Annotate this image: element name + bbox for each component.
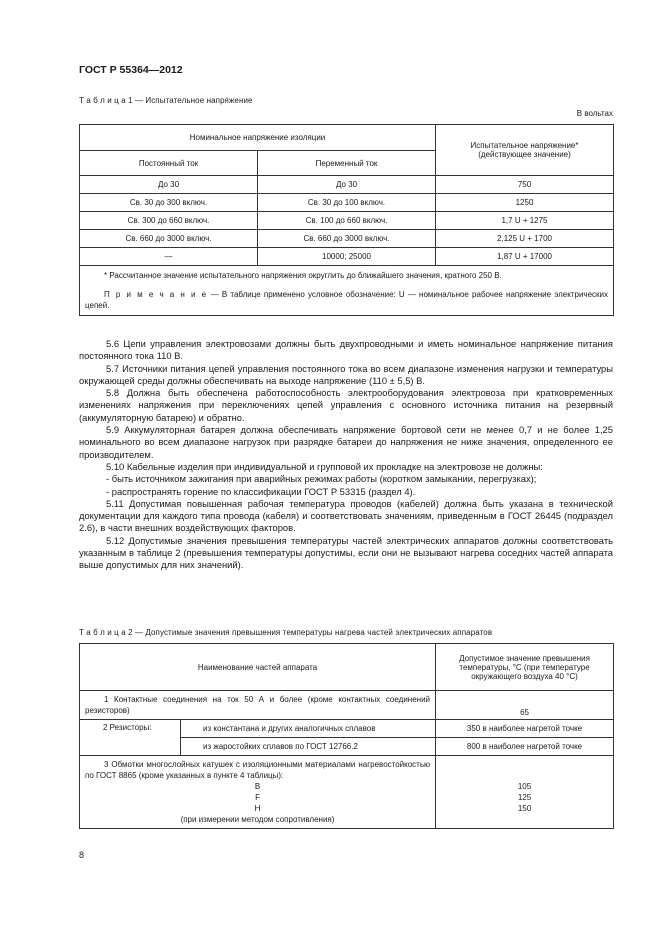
table-row <box>80 212 614 230</box>
table2-row3-values <box>436 756 614 829</box>
table2-header-value: Допустимое значение превышения температуры, °С (при температуре окружающего воздуха 40 °С) <box>436 644 614 691</box>
table1-cell-dc: Св. 660 до 3000 включ. <box>80 230 258 248</box>
paragraph-5-7: 5.7 Источники питания цепей управления постоянного тока во всем диапазоне изменения нагрузки и температуры окружающей среды должны обеспечивать на выходе напряжение (110 ± 5,5) В. <box>79 362 613 386</box>
table2 <box>79 643 614 829</box>
table1-note-label: П р и м е ч а н и е <box>104 290 208 299</box>
paragraph-5-12: 5.12 Допустимые значения превышения температуры частей электрических аппаратов должны соответствовать указанным в таблице 2 (превышения температуры допустимы, если они не вызывают нагрева соседних частей аппарата выше допустимых для них значений). <box>79 534 613 571</box>
table1-cell-ac: Св. 100 до 660 включ. <box>258 212 436 230</box>
table2-row3-value-b: 105 <box>517 782 532 791</box>
table1-cell-dc: До 30 <box>80 176 258 194</box>
paragraph-5-6: 5.6 Цепи управления электровозами должны быть двухпроводными и иметь номинальное напряжение питания постоянного тока 110 В. <box>79 338 613 362</box>
table1-footnote: * Рассчитанное значение испытательного напряжения округлить до ближайшего значения, кратного 250 В. <box>104 271 502 280</box>
table1 <box>79 124 614 316</box>
table2-row3-class-h: H <box>254 804 261 813</box>
table1-cell-ac: Св. 30 до 100 включ. <box>258 194 436 212</box>
table2-row1-name: 1 Контактные соединения на ток 50 А и более (кроме контактных соединений резисторов) <box>80 691 436 720</box>
table1-cell-dc: — <box>80 248 258 266</box>
table1-header-dc: Постоянный ток <box>80 151 258 176</box>
table1-cell-test: 750 <box>436 176 614 194</box>
table2-row3-class-b: B <box>254 782 261 791</box>
table2-row3-name-cell <box>80 756 436 829</box>
table2-row3-value-f: 125 <box>517 793 532 802</box>
page-number: 8 <box>79 850 85 860</box>
table2-row3-value-h: 150 <box>517 804 532 813</box>
table1-cell-ac: До 30 <box>258 176 436 194</box>
table1-caption-text: 1 — Испытательное напряжение <box>128 96 253 105</box>
table2-row3-class-f: F <box>255 793 260 802</box>
table1-cell-test: 1,87 U + 17000 <box>436 248 614 266</box>
table2-row2a-value: 350 в наиболее нагретой точке <box>436 720 614 738</box>
paragraph-5-9: 5.9 Аккумуляторная батарея должна обеспечивать напряжение бортовой сети не менее 0,7 и не более 1,25 номинального во всем диапазоне нагрузок при разрядке батареи до напряжения не ниже значения, определенного ее производителем. <box>79 424 613 460</box>
paragraph-5-10-item-b: - распространять горение по классификации ГОСТ Р 53315 (раздел 4). <box>106 485 416 497</box>
paragraph-5-10: 5.10 Кабельные изделия при индивидуальной и групповой их прокладке на электровозе не должны: <box>106 460 543 472</box>
table1-header-ac: Переменный ток <box>258 151 436 176</box>
table1-cell-ac: 10000; 25000 <box>258 248 436 266</box>
table2-row2a-sub: из константана и других аналогичных сплавов <box>181 720 436 738</box>
table1-caption <box>79 96 253 105</box>
standard-header: ГОСТ Р 55364—2012 <box>79 64 183 76</box>
table-row <box>80 756 614 829</box>
table-row <box>80 691 614 720</box>
table1-cell-ac: Св. 660 до 3000 включ. <box>258 230 436 248</box>
table1-cell-dc: Св. 30 до 300 включ. <box>80 194 258 212</box>
table1-note-text: — В таблице применено условное обозначение: U — номинальное рабочее напряжение электрических цепей. <box>85 290 609 310</box>
table-row <box>80 230 614 248</box>
table1-notes <box>80 266 614 316</box>
table2-header-name: Наименование частей аппарата <box>80 644 436 691</box>
paragraph-5-11: 5.11 Допустимая повышенная рабочая температура проводов (кабелей) должна быть указана в технической документации для каждого типа провода (кабеля) и соответствовать значениям, приведенным в ГОСТ 26445 (подраздел 2.6), в части внешних воздействующих факторов. <box>79 497 613 534</box>
table2-row1-value: 65 <box>436 691 614 720</box>
table2-row2b-value: 800 в наиболее нагретой точке <box>436 738 614 756</box>
table-row <box>80 194 614 212</box>
table2-row2b-sub: из жаростойких сплавов по ГОСТ 12766.2 <box>181 738 436 756</box>
table1-caption-prefix: Т а б л и ц а <box>79 96 126 105</box>
paragraph-5-8: 5.8 Должна быть обеспечена работоспособность электрооборудования электровоза при кратковременных изменениях напряжения при переключениях цепей управления с основного источника питания на резервный (аккумуляторную батарею) и обратно. <box>79 387 613 423</box>
table-row <box>80 176 614 194</box>
table1-unit: В вольтах <box>576 109 613 118</box>
body-text <box>79 338 613 572</box>
table1-header-group: Номинальное напряжение изоляции <box>80 125 436 151</box>
table2-caption-prefix: Т а б л и ц а <box>79 628 126 637</box>
table-row <box>80 248 614 266</box>
table1-header-test: Испытательное напряжение* (действующее значение) <box>436 125 614 176</box>
table1-note <box>85 289 608 311</box>
table2-row2-name: 2 Резисторы: <box>80 720 181 756</box>
table2-row3-method: (при измерении методом сопротивления) <box>180 815 335 824</box>
paragraph-5-10-item-a: - быть источником зажигания при аварийных режимах работы (коротком замыкании, перегрузках); <box>106 473 537 485</box>
table2-caption-text: 2 — Допустимые значения превышения температуры нагрева частей электрических аппаратов <box>128 628 493 637</box>
table2-caption <box>79 628 492 637</box>
table2-row3-name: 3 Обмотки многослойных катушек с изоляционными материалами нагревостойкостью по ГОСТ 8865 (кроме указанных в пункте 4 таблицы): <box>85 760 431 780</box>
table1-cell-test: 1250 <box>436 194 614 212</box>
table1-cell-test: 2,125 U + 1700 <box>436 230 614 248</box>
table1-cell-test: 1,7 U + 1275 <box>436 212 614 230</box>
table-row <box>80 720 614 738</box>
table1-cell-dc: Св. 300 до 660 включ. <box>80 212 258 230</box>
